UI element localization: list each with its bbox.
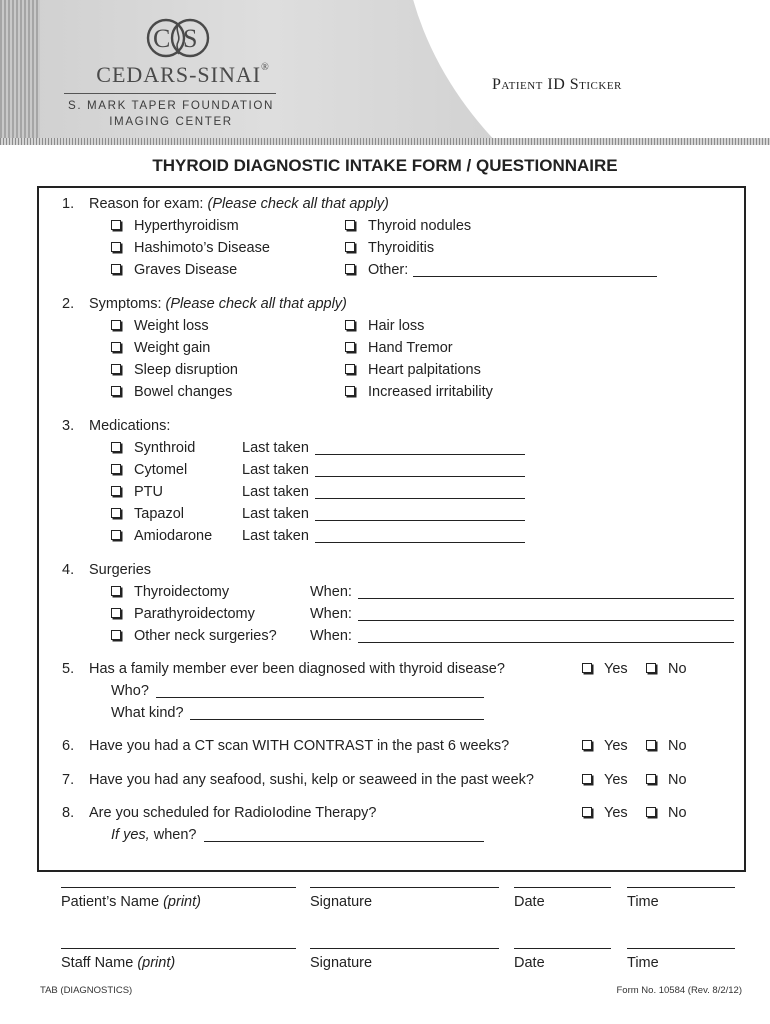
q3-label: Medications: — [89, 418, 171, 434]
last-taken-label: Last taken — [242, 506, 309, 522]
q2-label: Symptoms: (Please check all that apply) — [89, 296, 347, 312]
footer-department: TAB (DIAGNOSTICS) — [40, 985, 133, 996]
svg-text:S: S — [183, 24, 198, 53]
checkbox-thyroiditis[interactable] — [345, 242, 355, 252]
q8-text: Are you scheduled for RadioIodine Therapy? — [89, 805, 377, 821]
q1-number: 1. — [62, 196, 75, 212]
patient-name-label: Patient’s Name (print) — [61, 894, 201, 910]
q3-number: 3. — [62, 418, 75, 434]
checkbox-hair-loss[interactable] — [345, 320, 355, 330]
ptu-last-taken-field[interactable] — [315, 498, 525, 499]
q4-number: 4. — [62, 562, 75, 578]
q2-number: 2. — [62, 296, 75, 312]
logo-divider — [64, 93, 276, 94]
time-label: Time — [627, 894, 659, 910]
med-label: Amiodarone — [134, 528, 213, 544]
med-label: Tapazol — [134, 506, 184, 522]
checkbox-thyroidectomy[interactable] — [111, 586, 121, 596]
footer-form-number: Form No. 10584 (Rev. 8/2/12) — [616, 985, 742, 996]
checkbox-hand-tremor[interactable] — [345, 342, 355, 352]
thyroidectomy-when-field[interactable] — [358, 598, 734, 599]
checkbox-weight-loss[interactable] — [111, 320, 121, 330]
patient-time-field[interactable] — [627, 887, 735, 888]
what-kind-label: What kind? — [111, 705, 184, 721]
radioiodine-when-field[interactable] — [204, 841, 484, 842]
patient-date-field[interactable] — [514, 887, 611, 888]
checkbox-increased-irritability[interactable] — [345, 386, 355, 396]
option-label: Increased irritability — [368, 384, 493, 400]
checkbox-heart-palpitations[interactable] — [345, 364, 355, 374]
q4-label: Surgeries — [89, 562, 152, 578]
surgery-label: Other neck surgeries? — [134, 628, 277, 644]
checkbox-hyperthyroidism[interactable] — [111, 220, 121, 230]
surgery-label: Thyroidectomy — [134, 584, 230, 600]
q8-yes-checkbox[interactable] — [582, 807, 592, 817]
family-who-field[interactable] — [156, 697, 484, 698]
staff-signature-field[interactable] — [310, 948, 499, 949]
time-label: Time — [627, 955, 659, 971]
signature-label: Signature — [310, 894, 373, 910]
option-label: Weight loss — [134, 318, 209, 334]
cedars-sinai-logo-icon — [142, 14, 214, 62]
checkbox-tapazol[interactable] — [111, 508, 121, 518]
checkbox-sleep-disruption[interactable] — [111, 364, 121, 374]
med-label: PTU — [134, 484, 163, 500]
patient-signature-field[interactable] — [310, 887, 499, 888]
last-taken-label: Last taken — [242, 440, 309, 456]
q6-text: Have you had a CT scan WITH CONTRAST in the past 6 weeks? — [89, 738, 510, 754]
synthroid-last-taken-field[interactable] — [315, 454, 525, 455]
q5-yes-checkbox[interactable] — [582, 663, 592, 673]
staff-name-field[interactable] — [61, 948, 296, 949]
logo-sub-line1: S. MARK TAPER FOUNDATION — [68, 99, 274, 112]
checkbox-hashimotos[interactable] — [111, 242, 121, 252]
family-what-kind-field[interactable] — [190, 719, 484, 720]
who-label: Who? — [111, 683, 149, 699]
last-taken-label: Last taken — [242, 462, 309, 478]
q7-yes-checkbox[interactable] — [582, 774, 592, 784]
logo-wordmark: CEDARS-SINAI® — [96, 62, 270, 87]
svg-text:C: C — [153, 24, 171, 53]
no-label: No — [668, 772, 687, 788]
staff-name-label: Staff Name (print) — [61, 955, 176, 971]
amiodarone-last-taken-field[interactable] — [315, 542, 525, 543]
when-label: When: — [310, 628, 352, 644]
option-label: Hyperthyroidism — [134, 218, 239, 234]
date-label: Date — [514, 955, 545, 971]
option-label: Weight gain — [134, 340, 211, 356]
q1-label: Reason for exam: (Please check all that apply) — [89, 196, 389, 212]
option-label: Other: — [368, 262, 409, 278]
patient-id-sticker-label: Patient ID Sticker — [492, 76, 622, 93]
yes-label: Yes — [604, 738, 628, 754]
option-label: Thyroiditis — [368, 240, 435, 256]
q8-if-yes-label: If yes, when? — [111, 827, 197, 843]
q6-no-checkbox[interactable] — [646, 740, 656, 750]
parathyroidectomy-when-field[interactable] — [358, 620, 734, 621]
q7-text: Have you had any seafood, sushi, kelp or seaweed in the past week? — [89, 772, 534, 788]
staff-date-field[interactable] — [514, 948, 611, 949]
checkbox-parathyroidectomy[interactable] — [111, 608, 121, 618]
patient-name-field[interactable] — [61, 887, 296, 888]
checkbox-weight-gain[interactable] — [111, 342, 121, 352]
checkbox-thyroid-nodules[interactable] — [345, 220, 355, 230]
surgery-label: Parathyroidectomy — [134, 606, 255, 622]
option-label: Heart palpitations — [368, 362, 481, 378]
logo-subtitle — [58, 98, 284, 130]
checkbox-graves[interactable] — [111, 264, 121, 274]
when-label: When: — [310, 606, 352, 622]
no-label: No — [668, 738, 687, 754]
header-hatch-band — [0, 138, 770, 145]
checkbox-synthroid[interactable] — [111, 442, 121, 452]
q6-yes-checkbox[interactable] — [582, 740, 592, 750]
yes-label: Yes — [604, 772, 628, 788]
form-title: THYROID DIAGNOSTIC INTAKE FORM / QUESTIONNAIRE — [152, 156, 618, 175]
checkbox-cytomel[interactable] — [111, 464, 121, 474]
option-label: Bowel changes — [134, 384, 233, 400]
q5-number: 5. — [62, 661, 75, 677]
no-label: No — [668, 661, 687, 677]
q8-no-checkbox[interactable] — [646, 807, 656, 817]
q6-number: 6. — [62, 738, 75, 754]
option-label: Hair loss — [368, 318, 425, 334]
checkbox-amiodarone[interactable] — [111, 530, 121, 540]
tapazol-last-taken-field[interactable] — [315, 520, 525, 521]
header-stripe — [0, 0, 40, 140]
med-label: Synthroid — [134, 440, 196, 456]
when-label: When: — [310, 584, 352, 600]
header-curve — [402, 0, 770, 140]
checkbox-ptu[interactable] — [111, 486, 121, 496]
no-label: No — [668, 805, 687, 821]
staff-time-field[interactable] — [627, 948, 735, 949]
other-reason-field[interactable] — [413, 276, 657, 277]
q5-no-checkbox[interactable] — [646, 663, 656, 673]
option-label: Sleep disruption — [134, 362, 238, 378]
q7-no-checkbox[interactable] — [646, 774, 656, 784]
yes-label: Yes — [604, 805, 628, 821]
option-label: Hashimoto’s Disease — [134, 240, 270, 256]
q7-number: 7. — [62, 772, 75, 788]
q8-number: 8. — [62, 805, 75, 821]
option-label: Hand Tremor — [368, 340, 453, 356]
checkbox-other-neck-surgeries[interactable] — [111, 630, 121, 640]
other-neck-when-field[interactable] — [358, 642, 734, 643]
med-label: Cytomel — [134, 462, 188, 478]
last-taken-label: Last taken — [242, 484, 309, 500]
option-label: Thyroid nodules — [368, 218, 472, 234]
cytomel-last-taken-field[interactable] — [315, 476, 525, 477]
checkbox-other-reason[interactable] — [345, 264, 355, 274]
last-taken-label: Last taken — [242, 528, 309, 544]
yes-label: Yes — [604, 661, 628, 677]
checkbox-bowel-changes[interactable] — [111, 386, 121, 396]
option-label: Graves Disease — [134, 262, 238, 278]
signature-label: Signature — [310, 955, 373, 971]
q5-text: Has a family member ever been diagnosed with thyroid disease? — [89, 661, 505, 677]
date-label: Date — [514, 894, 545, 910]
logo-sub-line2: IMAGING CENTER — [109, 115, 233, 128]
